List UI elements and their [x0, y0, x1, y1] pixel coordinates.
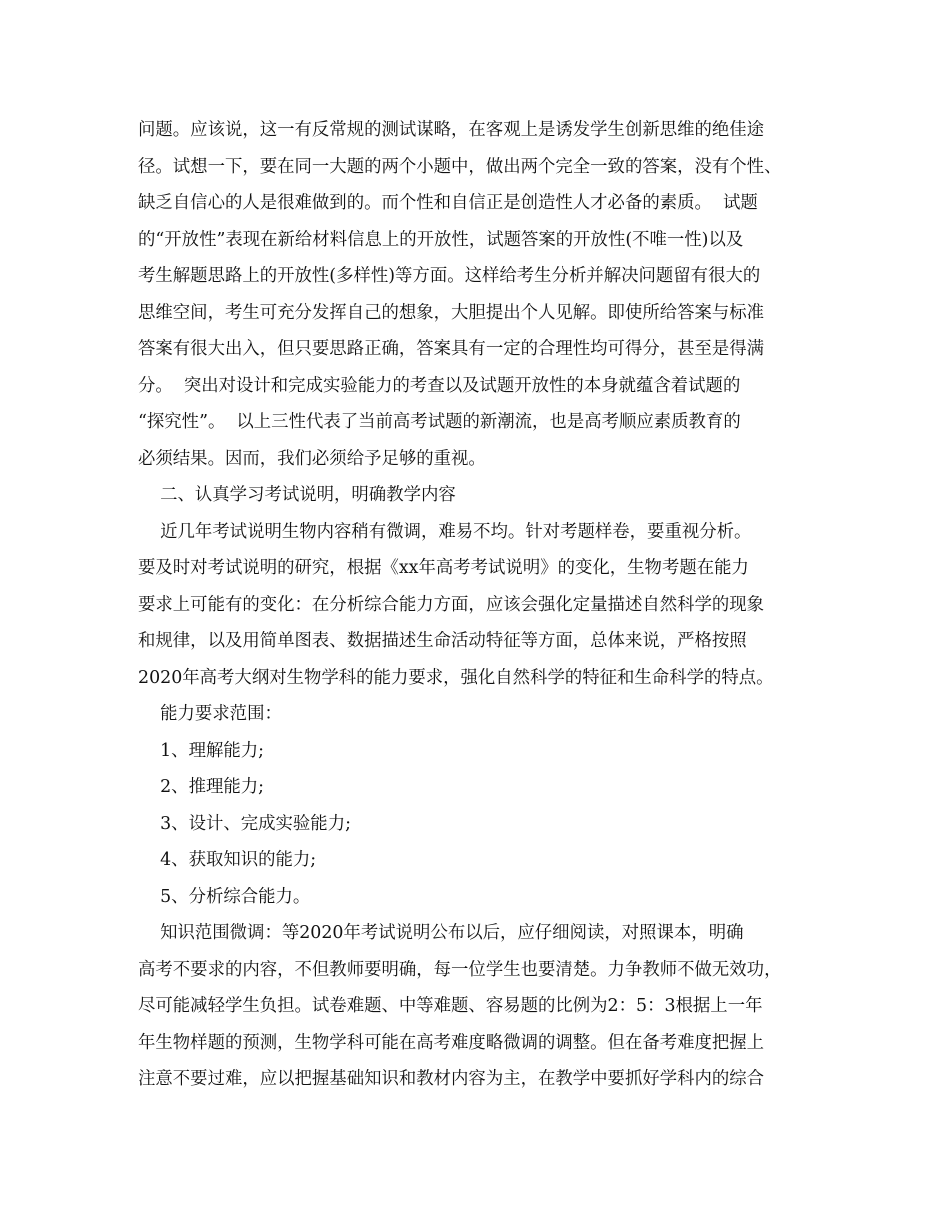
text-line: 年生物样题的预测，生物学科可能在高考难度略微调的调整。但在备考难度把握上: [138, 1032, 765, 1053]
text-line: 注意不要过难，应以把握基础知识和教材内容为主，在教学中要抓好学科内的综合: [138, 1069, 765, 1089]
text-line: 径。试想一下，要在同一大题的两个小题中，做出两个完全一致的答案，没有个性、: [138, 156, 782, 177]
list-heading: 能力要求范围：: [138, 704, 282, 724]
text-line: 要及时对考试说明的研究，根据《xx年高考考试说明》的变化，生物考题在能力: [138, 558, 749, 578]
text-line: 高考不要求的内容，不但教师要明确，每一位学生也要清楚。力争教师不做无效功，: [138, 959, 782, 980]
text-line: 必须结果。因而，我们必须给予足够的重视。: [138, 448, 486, 469]
text-line: 分。 突出对设计和完成实验能力的考查以及试题开放性的本身就蕴含着试题的: [138, 375, 741, 396]
list-item: 2、推理能力;: [138, 777, 264, 797]
list-item: 4、获取知识的能力;: [138, 850, 317, 870]
text-line: 要求上可能有的变化：在分析综合能力方面，应该会强化定量描述自然科学的现象: [138, 594, 765, 615]
section-heading: 二、认真学习考试说明，明确教学内容: [138, 485, 456, 505]
text-line: 的“开放性”表现在新给材料信息上的开放性，试题答案的开放性(不唯一性)以及: [138, 229, 744, 250]
text-line: “探究性”。 以上三性代表了当前高考试题的新潮流，也是高考顺应素质教育的: [138, 412, 741, 432]
text-line: 2020年高考大纲对生物学科的能力要求，强化自然科学的特征和生命科学的特点。: [138, 667, 774, 688]
text-line: 近几年考试说明生物内容稍有微调，难易不均。针对考题样卷，要重视分析。: [138, 521, 752, 542]
text-line: 缺乏自信心的人是很难做到的。而个性和自信正是创造性人才必备的素质。 试题: [138, 193, 758, 213]
text-line: 和规律，以及用简单图表、数据描述生命活动特征等方面，总体来说，严格按照: [138, 631, 747, 651]
text-line: 考生解题思路上的开放性(多样性)等方面。这样给考生分析并解决问题留有很大的: [138, 266, 761, 286]
text-line: 尽可能减轻学生负担。试卷难题、中等难题、容易题的比例为2：5：3根据上一年: [138, 996, 763, 1016]
text-line: 答案有很大出入，但只要思路正确，答案具有一定的合理性均可得分，甚至是得满: [138, 339, 765, 359]
text-line: 知识范围微调：等2020年考试说明公布以后，应仔细阅读，对照课本，明确: [138, 923, 744, 943]
text-line: 问题。应该说，这一有反常规的测试谋略，在客观上是诱发学生创新思维的绝佳途: [138, 120, 765, 140]
list-item: 1、理解能力;: [138, 740, 264, 761]
body-text: [138, 112, 828, 1098]
list-item: 5、分析综合能力。: [138, 886, 311, 907]
text-line: 思维空间，考生可充分发挥自己的想象，大胆提出个人见解。即使所给答案与标准: [138, 302, 765, 323]
list-item: 3、设计、完成实验能力;: [138, 813, 351, 834]
